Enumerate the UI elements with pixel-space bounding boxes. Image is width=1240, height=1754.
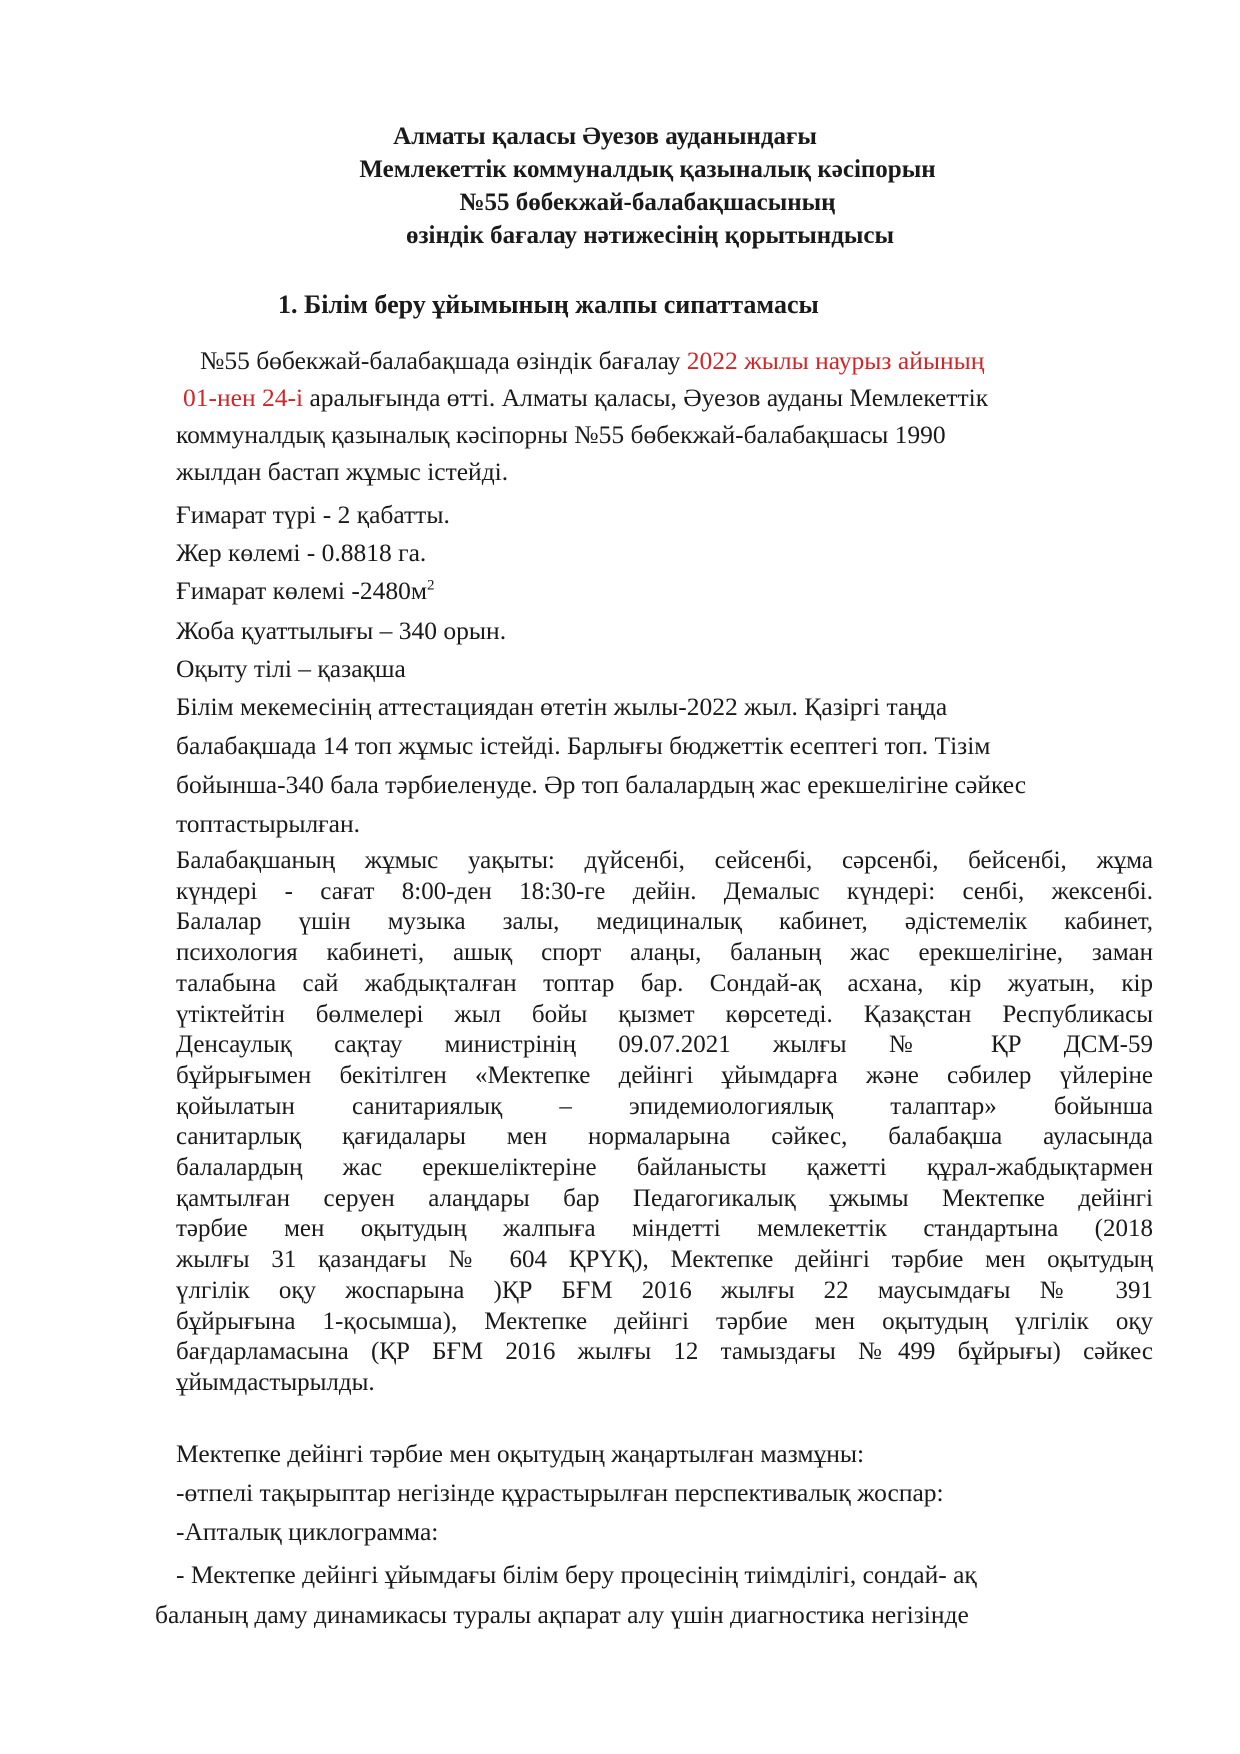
schedule-line: Балалар үшін музыка залы, медициналық кабинет, әдістемелік кабинет,: [176, 908, 1153, 936]
fact-building-type: Ғимарат түрі - 2 қабатты.: [176, 500, 450, 529]
schedule-line: бұйрығымен бекітілген «Мектепке дейінгі ұйымдарға және сәбилер үйлеріне: [176, 1061, 1153, 1089]
schedule-line: күндері - сағат 8:00-ден 18:30-ге дейін. Демалыс күндері: сенбі, жексенбі.: [176, 877, 1153, 905]
schedule-line: үтіктейтін бөлмелері жыл бойы қызмет көрсетеді. Қазақстан Республикасы: [176, 1000, 1153, 1028]
attestation-line-2: балабақшада 14 топ жұмыс істейді. Барлығы бюджеттік есептегі топ. Тізім: [176, 731, 991, 760]
schedule-line: балалардың жас ерекшеліктеріне байланысты қажетті құрал-жабдықтармен: [176, 1154, 1153, 1182]
intro-part-1: №55 бөбекжай-балабақшада өзіндік бағалау: [200, 346, 687, 375]
fact-building-volume-text: Ғимарат көлемі -2480м: [176, 576, 428, 605]
schedule-line: ұйымдастырылды.: [176, 1368, 375, 1396]
schedule-line: Денсаулық сақтау министрінің 09.07.2021 жылғы № ҚР ДСМ-59: [176, 1031, 1153, 1059]
intro-line-2: [183, 380, 988, 416]
fact-land-area: Жер көлемі - 0.8818 га.: [176, 538, 427, 567]
attestation-line-4: топтастырылған.: [176, 809, 360, 838]
fact-building-volume: [176, 576, 435, 606]
title-line-2: Мемлекеттік коммуналдық қазыналық кәсіпорын: [359, 156, 936, 183]
bullet-weekly-cyclogram: -Апталық циклограмма:: [176, 1517, 439, 1546]
attestation-line-1: Білім мекемесінің аттестациядан өтетін жылы-2022 жыл. Қазіргі таңда: [176, 692, 948, 721]
schedule-line: талабына сай жабдықталған топтар бар. Сондай-ақ асхана, кір жуатын, кір: [176, 969, 1153, 997]
intro-line-3: коммуналдық қазыналық кәсіпорны №55 бөбекжай-балабақшасы 1990: [176, 420, 946, 449]
schedule-line: бағдарламасына (ҚР БҒМ 2016 жылғы 12 тамыздағы №499 бұйрығы) сәйкес: [176, 1338, 1153, 1366]
intro-date-highlight: 2022 жылы наурыз айының: [686, 346, 985, 375]
intro-line-1: [200, 343, 984, 379]
schedule-line: қамтылған серуен алаңдары бар Педагогикалық ұжымы Мектепке дейінгі: [176, 1184, 1153, 1212]
schedule-line: Балабақшаның жұмыс уақыты: дүйсенбі, сейсенбі, сәрсенбі, бейсенбі, жұма: [176, 847, 1153, 874]
bullet-diagnostics-line-2: баланың даму динамикасы туралы ақпарат алу үшін диагностика негізінде: [155, 1600, 969, 1629]
updated-content-heading: Мектепке дейінгі тәрбие мен оқытудың жаңартылған мазмұны:: [176, 1439, 865, 1468]
intro-part-2: аралығында өтті. Алматы қаласы, Әуезов ауданы Мемлекеттік: [303, 383, 989, 412]
schedule-paragraph: [176, 846, 1153, 1399]
title-line-3: №55 бөбекжай-балабақшасының: [459, 189, 836, 216]
section-heading: 1. Білім беру ұйымының жалпы сипаттамасы: [278, 290, 819, 319]
schedule-line: тәрбие мен оқытудың жалпыға міндетті мемлекеттік стандартына (2018: [176, 1215, 1153, 1243]
schedule-line: үлгілік оқу жоспарына )ҚР БҒМ 2016 жылғы 22 маусымдағы № 391: [176, 1276, 1153, 1304]
attestation-line-3: бойынша-340 бала тәрбиеленуде. Әр топ балалардың жас ерекшелігіне сәйкес: [176, 770, 1027, 799]
schedule-line: жылғы 31 қазандағы № 604 ҚРҮҚ), Мектепке дейінгі тәрбие мен оқытудың: [176, 1246, 1153, 1274]
intro-date-range-highlight: 01-нен 24-і: [183, 383, 304, 412]
title-line-4: өзіндік бағалау нәтижесінің қорытындысы: [406, 222, 894, 249]
document-title: [0, 120, 1240, 252]
fact-language: Оқыту тілі – қазақша: [176, 654, 406, 683]
bullet-diagnostics-line-1: - Мектепке дейінгі ұйымдағы білім беру процесінің тиімділігі, сондай- ақ: [176, 1560, 977, 1589]
fact-capacity: Жоба қуаттылығы – 340 орын.: [176, 616, 507, 645]
schedule-line: бұйрығына 1-қосымша), Мектепке дейінгі тәрбие мен оқытудың үлгілік оқу: [176, 1307, 1153, 1335]
schedule-line: қойылатын санитариялық – эпидемиологиялық талаптар» бойынша: [176, 1092, 1153, 1120]
intro-line-4: жылдан бастап жұмыс істейді.: [176, 457, 509, 486]
schedule-line: психология кабинеті, ашық спорт алаңы, баланың жас ерекшелігіне, заман: [176, 939, 1153, 967]
schedule-line: санитарлық қағидалары мен нормаларына сәйкес, балабақша ауласында: [176, 1123, 1153, 1151]
bullet-perspective-plan: -өтпелі тақырыптар негізінде құрастырылған перспективалық жоспар:: [176, 1478, 944, 1507]
title-line-1: Алматы қаласы Әуезов ауданындағы: [393, 123, 817, 150]
fact-building-volume-sup: 2: [427, 577, 435, 594]
